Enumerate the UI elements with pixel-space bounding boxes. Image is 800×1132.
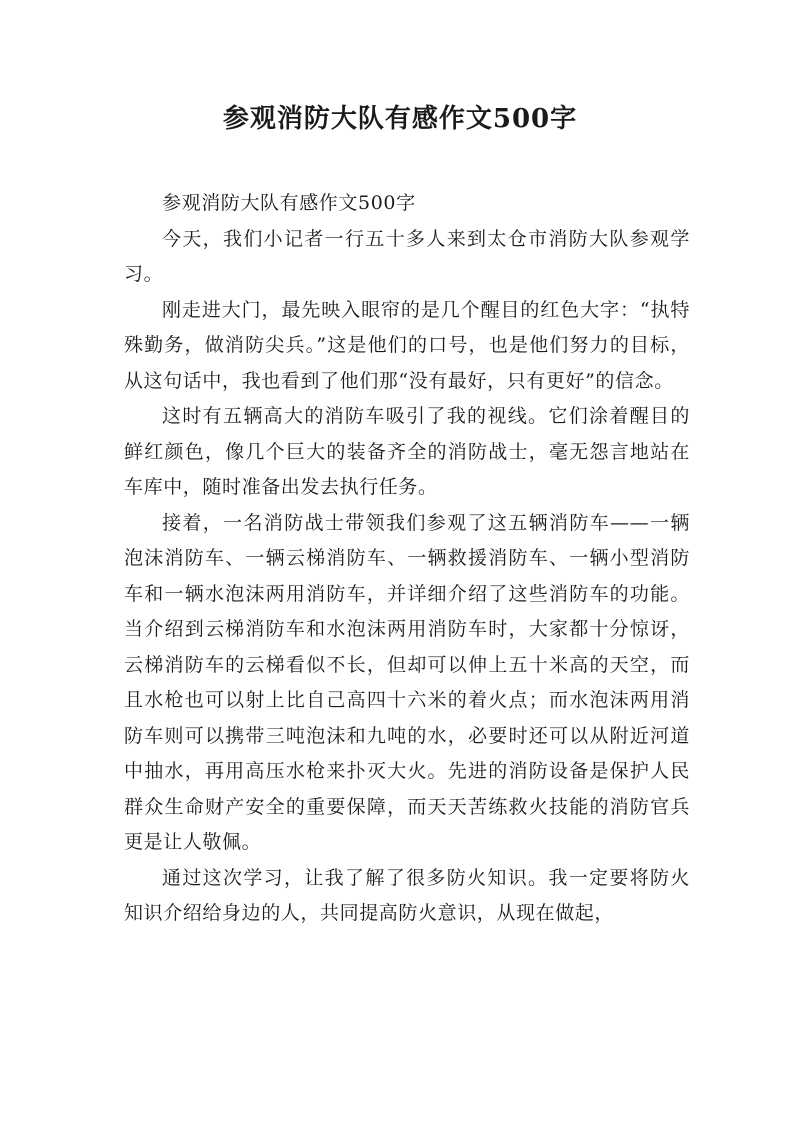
paragraph-conclusion: 通过这次学习，让我了解了很多防火知识。我一定要将防火知识介绍给身边的人，共同提高防火意识，从现在做起，	[124, 866, 690, 924]
paragraph-subtitle: 参观消防大队有感作文500字	[162, 192, 416, 214]
paragraph-intro: 今天，我们小记者一行五十多人来到太仓市消防大队参观学习。	[124, 227, 690, 285]
paragraph-tour: 接着，一名消防战士带领我们参观了这五辆消防车——一辆泡沫消防车、一辆云梯消防车、一辆救援消防车、一辆小型消防车和一辆水泡沫两用消防车，并详细介绍了这些消防车的功能。当介绍到云梯消防车和水泡沫两用消防车时，大家都十分惊讶，云梯消防车的云梯看似不长，但却可以伸上五十米高的天空，而且水枪也可以射上比自己高四十六米的着火点；而水泡沫两用消防车则可以携带三吨泡沫和九吨的水，必要时还可以从附近河道中抽水，再用高压水枪来扑灭大火。先进的消防设备是保护人民群众生命财产安全的重要保障，而天天苦练救火技能的消防官兵更是让人敬佩。	[124, 511, 690, 853]
paragraph-fire-trucks: 这时有五辆高大的消防车吸引了我的视线。它们涂着醒目的鲜红颜色，像几个巨大的装备齐全的消防战士，毫无怨言地站在车库中，随时准备出发去执行任务。	[124, 405, 690, 498]
paragraph-gate: 刚走进大门，最先映入眼帘的是几个醒目的红色大字：“执特殊勤务，做消防尖兵。”这是他们的口号，也是他们努力的目标，从这句话中，我也看到了他们那“没有最好，只有更好”的信念。	[124, 298, 690, 392]
document-body	[124, 186, 690, 932]
document-title: 参观消防大队有感作文500字	[222, 104, 578, 134]
